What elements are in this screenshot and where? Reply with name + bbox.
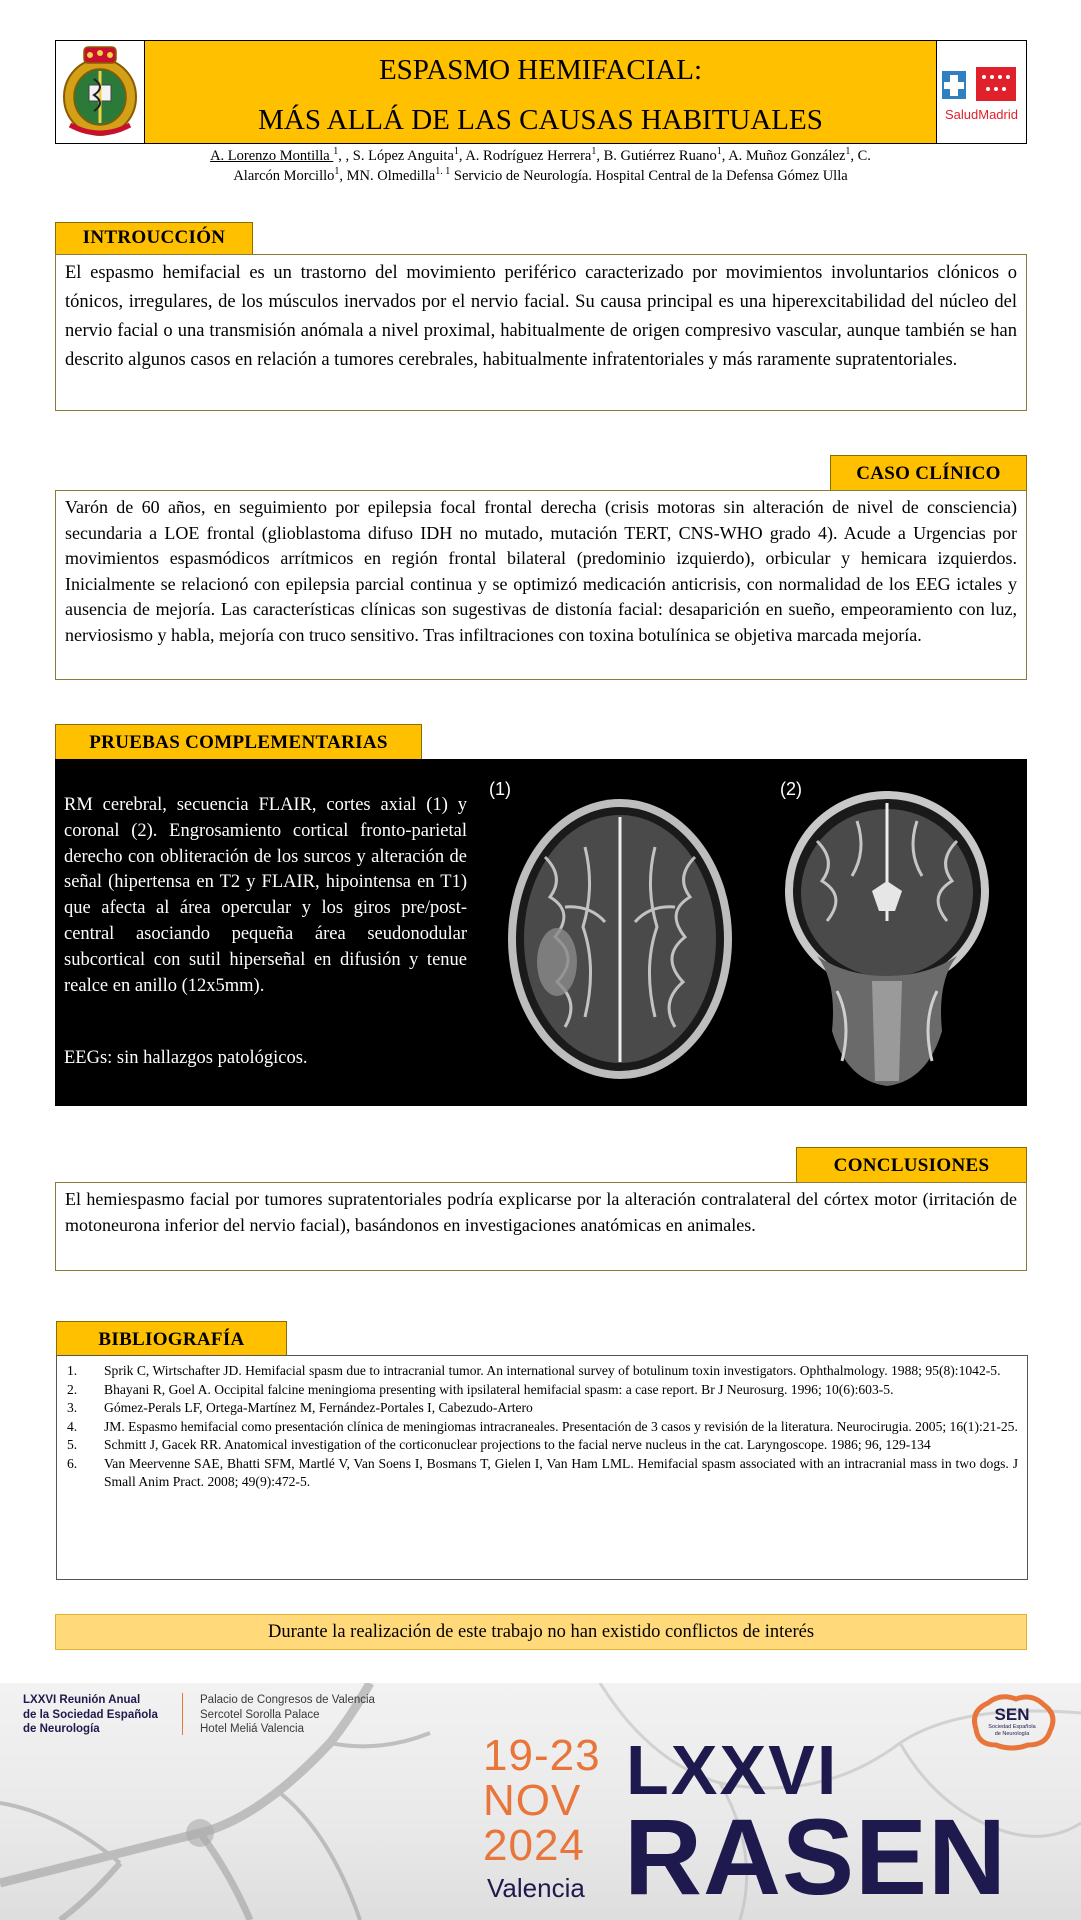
- footer-divider: [182, 1693, 183, 1735]
- bibliography-item: [66, 1399, 1018, 1418]
- author-affiliation-sup: 1: [453, 146, 459, 158]
- bibliography-item: [66, 1418, 1018, 1437]
- header-logo-left: [55, 40, 145, 144]
- conclusions-section-box: [55, 1182, 1027, 1271]
- bibliography-item: [66, 1362, 1018, 1381]
- sen-logo-sub-line-2: de Neurología: [994, 1730, 1030, 1737]
- author-name: Servicio de Neurología. Hospital Central de la Defensa Gómez Ulla: [450, 168, 848, 184]
- conclusions-text: El hemiespasmo facial por tumores supratentoriales podría explicarse por la alteración contralateral del córtex motor (irritación de motoneurona inferior del nervio facial), basándonos en investigaciones anatómicas en animales.: [65, 1189, 1017, 1235]
- event-dates: [483, 1733, 601, 1868]
- date-days: 19-23: [483, 1731, 601, 1780]
- intro-section-label: INTROUCCIÓN: [55, 222, 253, 255]
- case-section-label: CASO CLÍNICO: [830, 455, 1027, 491]
- author-affiliation-sup: 1: [333, 146, 339, 158]
- bibliography-item-number: 6.: [67, 1455, 78, 1471]
- bibliography-item-number: 4.: [67, 1418, 78, 1434]
- salud-madrid-logo-icon: [942, 65, 1022, 105]
- author-name: , , S. López Anguita: [338, 148, 454, 164]
- author-affiliation-sup: 1: [334, 166, 340, 178]
- tests-section-panel: [55, 759, 1027, 1106]
- tests-text: RM cerebral, secuencia FLAIR, cortes axial (1) y coronal (2). Engrosamiento cortical fronto-parietal derecho con obliteración de los surcos y alteración de señal (hipertensa en T2 y FLAIR, hipointensa en T1) que afecta al área opercular y los giros pre/post-central asociando pequeña área seudonodular subcortical con sutil hiperseñal en difusión y tenue realce en anillo (12x5mm).: [64, 795, 467, 996]
- bibliography-item-text: Schmitt J, Gacek RR. Anatomical investigation of the corticonuclear projections to the facial nerve nucleus in the cat. Laryngoscope. 1986; 96, 129-134: [104, 1437, 931, 1452]
- intro-text: El espasmo hemifacial es un trastorno del movimiento periférico caracterizado por movimientos involuntarios clónicos o tónicos, irregulares, de los músculos inervados por el nervio facial. Su causa principal es una hiperexcitabilidad del núcleo del nervio facial o una transmisión anómala a nivel proximal, habitualmente de origen compresivo vascular, aunque también se han descrito algunos casos en relación a tumores cerebrales, habitualmente infratentoriales y más raramente supratentoriales.: [65, 263, 1017, 370]
- date-month: NOV: [483, 1776, 582, 1825]
- venue-line-2: Sercotel Sorolla Palace: [200, 1708, 320, 1721]
- bibliography-item: [66, 1381, 1018, 1400]
- tests-section-label: PRUEBAS COMPLEMENTARIAS: [55, 724, 422, 760]
- bibliography-list: [57, 1356, 1027, 1496]
- bibliography-item-number: 5.: [67, 1437, 78, 1452]
- event-name-line-2: de la Sociedad Española: [23, 1708, 158, 1721]
- authors-line-1: [120, 146, 961, 166]
- bibliography-section-box: [56, 1355, 1028, 1580]
- military-crest-icon: [56, 41, 144, 143]
- bibliography-item-text: JM. Espasmo hemifacial como presentación clínica de meningiomas intracraneales. Presentación de 3 casos y revisión de la literatura. Neurocirugia. 2005; 16(1):21-25.: [104, 1418, 1018, 1434]
- bibliography-item-number: 2.: [67, 1381, 78, 1397]
- conflicts-text: Durante la realización de este trabajo no han existido conflictos de interés: [267, 1622, 815, 1642]
- bibliography-item: [66, 1455, 1018, 1492]
- author-name: , B. Gutiérrez Ruano: [596, 148, 717, 164]
- title-banner: [144, 40, 937, 144]
- sen-logo-sub: [966, 1724, 1058, 1737]
- bibliography-item: [66, 1436, 1018, 1455]
- bibliography-item-number: 1.: [67, 1363, 78, 1378]
- author-affiliation-sup: 1: [845, 146, 851, 158]
- intro-section-box: [55, 254, 1027, 411]
- mri-axial-image: [495, 787, 745, 1092]
- conflicts-banner: [55, 1614, 1027, 1650]
- bibliography-item-text: Gómez-Perals LF, Ortega-Martínez M, Fernández-Portales I, Cabezudo-Artero: [104, 1400, 533, 1415]
- bibliography-item-text: Bhayani R, Goel A. Occipital falcine meningioma presenting with ipsilateral hemifacial spasm: a case report. Br J Neurosurg. 1996; 10(6):603-5.: [104, 1381, 894, 1397]
- sen-logo: [966, 1691, 1058, 1753]
- event-name-line-1: LXXVI Reunión Anual: [23, 1694, 141, 1706]
- bibliography-item-text: Van Meervenne SAE, Bhatti SFM, Martlé V, Van Soens I, Bosmans T, Gielen I, Van Ham LML. Hemifacial spasm associated with an intracranial mass in two dogs. J Small Anim Pract. 2008; 49(9):472-5.: [104, 1455, 1018, 1489]
- footer-banner: [0, 1683, 1081, 1920]
- authors-block: [120, 146, 961, 186]
- eeg-text: EEGs: sin hallazgos patológicos.: [64, 1048, 308, 1068]
- bibliography-item-number: 3.: [67, 1400, 78, 1415]
- author-name: , C.: [850, 148, 871, 164]
- bibliography-section-label: BIBLIOGRAFÍA: [56, 1321, 287, 1356]
- event-name: [23, 1693, 158, 1737]
- date-year: 2024: [483, 1821, 585, 1870]
- mri-image-2-label: (2): [780, 779, 802, 799]
- sen-logo-text: SEN: [994, 1705, 1030, 1724]
- bibliography-item-text: Sprik C, Wirtschafter JD. Hemifacial spasm due to intracranial tumor. An international survey of botulinum toxin investigators. Ophthalmology. 1988; 95(8):1042-5.: [104, 1363, 1001, 1378]
- mri-image-1-label: (1): [489, 779, 511, 799]
- author-name: , A. Rodríguez Herrera: [458, 148, 592, 164]
- header-logo-right: [936, 40, 1027, 144]
- conclusions-section-label: CONCLUSIONES: [796, 1147, 1027, 1183]
- event-name-line-3: de Neurología: [23, 1723, 100, 1735]
- brand-lxxvi: LXXVI: [626, 1731, 839, 1809]
- venue-list: [200, 1693, 375, 1737]
- author-affiliation-sup: 1: [716, 146, 722, 158]
- venue-line-1: Palacio de Congresos de Valencia: [200, 1694, 375, 1706]
- case-section-box: [55, 490, 1027, 680]
- venue-line-3: Hotel Meliá Valencia: [200, 1723, 304, 1735]
- author-name: , MN. Olmedilla: [339, 168, 436, 184]
- author-affiliation-sup: 1: [591, 146, 597, 158]
- salud-madrid-label: SaludMadrid: [945, 107, 1018, 122]
- mri-coronal-image: [777, 781, 997, 1096]
- brand-rasen: RASEN: [624, 1796, 1008, 1917]
- author-name: , A. Muñoz González: [721, 148, 846, 164]
- author-name: A. Lorenzo Montilla: [210, 148, 334, 164]
- author-name: Alarcón Morcillo: [233, 168, 335, 184]
- author-affiliation-sup: 1. 1: [435, 166, 451, 178]
- authors-line-2: [120, 166, 961, 186]
- poster-title-line-2: MÁS ALLÁ DE LAS CAUSAS HABITUALES: [258, 104, 823, 136]
- sen-logo-sub-line-1: Sociedad Española: [988, 1724, 1036, 1730]
- event-city: Valencia: [487, 1873, 585, 1903]
- poster-title-line-1: ESPASMO HEMIFACIAL:: [378, 54, 703, 86]
- case-text: Varón de 60 años, en seguimiento por epilepsia focal frontal derecha (crisis motoras sin alteración de nivel de consciencia) secundaria a LOE frontal (glioblastoma difuso IDH no mutado, mutación TERT, CNS-WHO grado 4). Acude a Urgencias por movimientos espasmódicos arrítmicos en región frontal bilateral (predominio izquierdo), orbicular y hemicara izquierdos. Inicialmente se relacionó con epilepsia parcial continua y se optimizó medicación anticrisis, con normalidad de los EEG ictales y ausencia de mejoría. Las características clínicas son sugestivas de distonía facial: desaparición en sueño, empeoramiento con luz, nerviosismo y habla, mejoría con truco sensitivo. Tras infiltraciones con toxina botulínica se objetiva marcada mejoría.: [65, 497, 1017, 645]
